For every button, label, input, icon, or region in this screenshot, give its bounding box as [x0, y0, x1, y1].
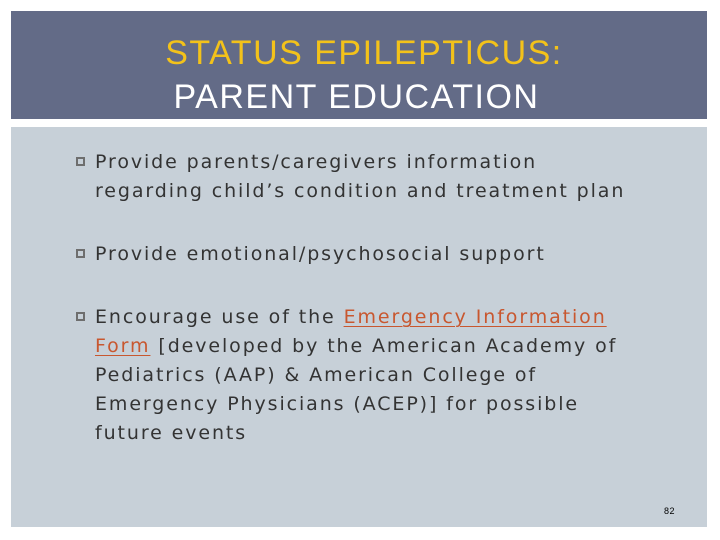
bullet-item-support [66, 240, 646, 269]
bullet-item-parent-info [66, 148, 646, 206]
emergency-information-form-link[interactable]: Emergency Information Form [95, 306, 607, 357]
bullet-text: Provide parents/caregivers information regarding child’s condition and treatment plan [95, 151, 626, 202]
title-bar [11, 11, 707, 119]
bullet-text-suffix: [developed by the American Academy of Pediatrics (AAP) & American College of Emergency Physicians (ACEP)] for possible future events [95, 335, 618, 444]
slide-title-line-2: PARENT EDUCATION [173, 78, 540, 116]
bullet-text: Provide emotional/psychosocial support [95, 243, 546, 265]
slide-title-line-1: STATUS EPILEPTICUS: [165, 34, 563, 72]
square-bullet-icon [76, 157, 85, 166]
bullet-list [66, 148, 646, 482]
bullet-text-prefix: Encourage use of the [95, 306, 344, 328]
bullet-item-emergency-form [66, 303, 646, 448]
page-number: 82 [663, 506, 675, 516]
square-bullet-icon [76, 312, 85, 321]
square-bullet-icon [76, 249, 85, 258]
